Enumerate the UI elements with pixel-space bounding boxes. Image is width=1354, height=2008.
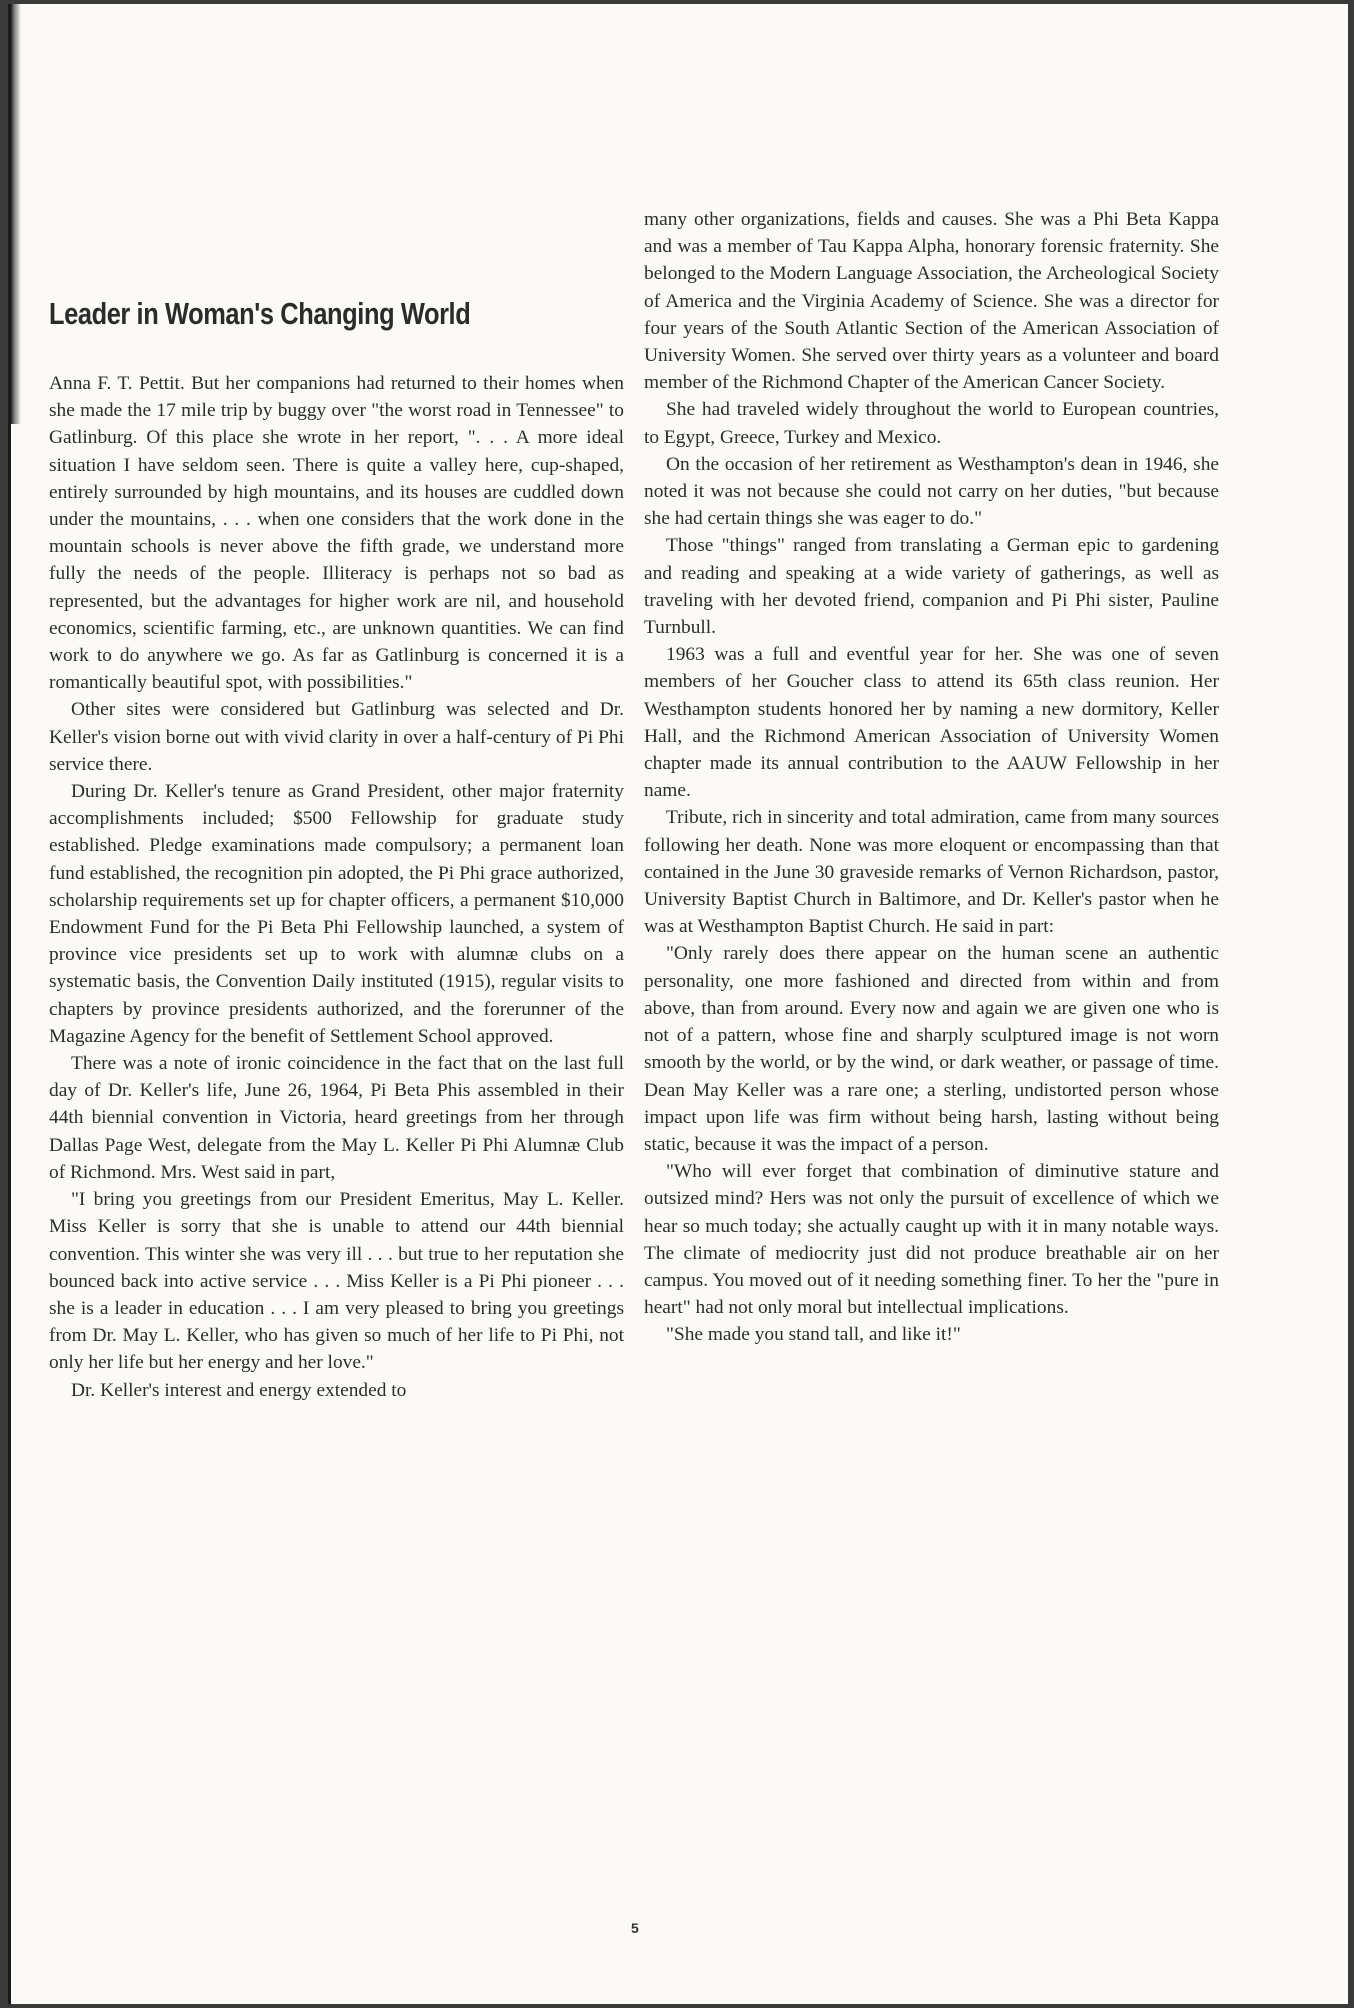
paragraph: Those "things" ranged from translating a German epic to gardening and reading and speaking at a wide variety of gatherings, as well as traveling with her devoted friend, companion and Pi Phi sister, Pauline Turnbull.: [644, 535, 1219, 639]
paragraph: "I bring you greetings from our President Emeritus, May L. Keller. Miss Keller is sorry that she is unable to attend our 44th biennial convention. This winter she was very ill . . . but true to her reputation she bounced back into active service . . . Miss Keller is a Pi Phi pioneer . . . she is a leader in education . . . I am very pleased to bring you greetings from Dr. May L. Keller, who has given so much of her life to Pi Phi, not only her life but her energy and her love.": [49, 1189, 624, 1374]
paragraph: many other organizations, fields and causes. She was a Phi Beta Kappa and was a member of Tau Kappa Alpha, honorary forensic fraternity. She belonged to the Modern Language Association, the Archeological Society of America and the Virginia Academy of Science. She was a director for four years of the South Atlantic Section of the American Association of University Women. She served over thirty years as a volunteer and board member of the Richmond Chapter of the American Cancer Society.: [644, 209, 1219, 394]
paragraph: During Dr. Keller's tenure as Grand President, other major fraternity accomplishments included; $500 Fellowship for graduate study established. Pledge examinations made compulsory; a permanent loan fund established, the recognition pin adopted, the Pi Phi grace authorized, scholarship requirements set up for chapter officers, a permanent $10,000 Endowment Fund for the Pi Beta Phi Fellowship launched, a system of province vice presidents set up to work with alumnæ clubs on a systematic basis, the Convention Daily instituted (1915), regular visits to chapters by province presidents authorized, and the forerunner of the Magazine Agency for the benefit of Settlement School approved.: [49, 781, 624, 1047]
paragraph: Tribute, rich in sincerity and total admiration, came from many sources following her death. None was more eloquent or encompassing than that contained in the June 30 graveside remarks of Vernon Richardson, pastor, University Baptist Church in Baltimore, and Dr. Keller's pastor when he was at Westhampton Baptist Church. He said in part:: [644, 807, 1219, 938]
paragraph: 1963 was a full and eventful year for her. She was one of seven members of her Goucher class to attend its 65th class reunion. Her Westhampton students honored her by naming a new dormitory, Keller Hall, and the Richmond American Association of University Women chapter made its annual contribution to the AAUW Fellowship in her name.: [644, 644, 1219, 802]
paragraph: She had traveled widely throughout the world to European countries, to Egypt, Greece, Turkey and Mexico.: [644, 399, 1219, 448]
right-column: [644, 206, 1219, 1349]
paragraph: There was a note of ironic coincidence in the fact that on the last full day of Dr. Keller's life, June 26, 1964, Pi Beta Phis assembled in their 44th biennial convention in Victoria, heard greetings from her through Dallas Page West, delegate from the May L. Keller Pi Phi Alumnæ Club of Richmond. Mrs. West said in part,: [49, 1053, 624, 1183]
paragraph: "Who will ever forget that combination of diminutive stature and outsized mind? Hers was not only the pursuit of excellence of which we hear so much today; she actually caught up with it in many notable ways. The climate of mediocrity just did not produce breathable air on her campus. You moved out of it needing something finer. To her the "pure in heart" had not only moral but intellectual implications.: [644, 1161, 1219, 1319]
paragraph: "Only rarely does there appear on the human scene an authentic personality, one more fashioned and directed from within and from above, than from around. Every now and again we are given one who is not of a pattern, whose fine and sharply sculptured image is not worn smooth by the world, or by the wind, or dark weather, or passage of time. Dean May Keller was a rare one; a sterling, undistorted person whose impact upon life was firm without being harsh, lasting without being static, because it was the impact of a person.: [644, 943, 1219, 1155]
paragraph: Dr. Keller's interest and energy extended to: [71, 1379, 407, 1401]
left-column: [49, 370, 624, 1404]
paragraph: "She made you stand tall, and like it!": [666, 1324, 961, 1346]
document-page: [8, 4, 1348, 2004]
paragraph: Other sites were considered but Gatlinburg was selected and Dr. Keller's vision borne out with vivid clarity in over a half-century of Pi Phi service there.: [49, 699, 624, 775]
paragraph: Anna F. T. Pettit. But her companions had returned to their homes when she made the 17 mile trip by buggy over "the worst road in Tennessee" to Gatlinburg. Of this place she wrote in her report, ". . . A more ideal situation I have seldom seen. There is quite a valley here, cup-shaped, entirely surrounded by high mountains, and its houses are cuddled down under the mountains, . . . when one considers that the work done in the mountain schools is never above the fifth grade, we understand more fully the needs of the people. Illiteracy is perhaps not so bad as represented, but the advantages for higher work are nil, and household economics, scientific farming, etc., are unknown quantities. We can find work to do anywhere we go. As far as Gatlinburg is concerned it is a romantically beautiful spot, with possibilities.": [49, 373, 624, 694]
page-binding-shadow: [11, 4, 21, 424]
article-title: Leader in Woman's Changing World: [49, 296, 471, 331]
paragraph: On the occasion of her retirement as Westhampton's dean in 1946, she noted it was not because she could not carry on her duties, "but because she had certain things she was eager to do.": [644, 453, 1219, 530]
page-number: 5: [631, 1920, 639, 1936]
